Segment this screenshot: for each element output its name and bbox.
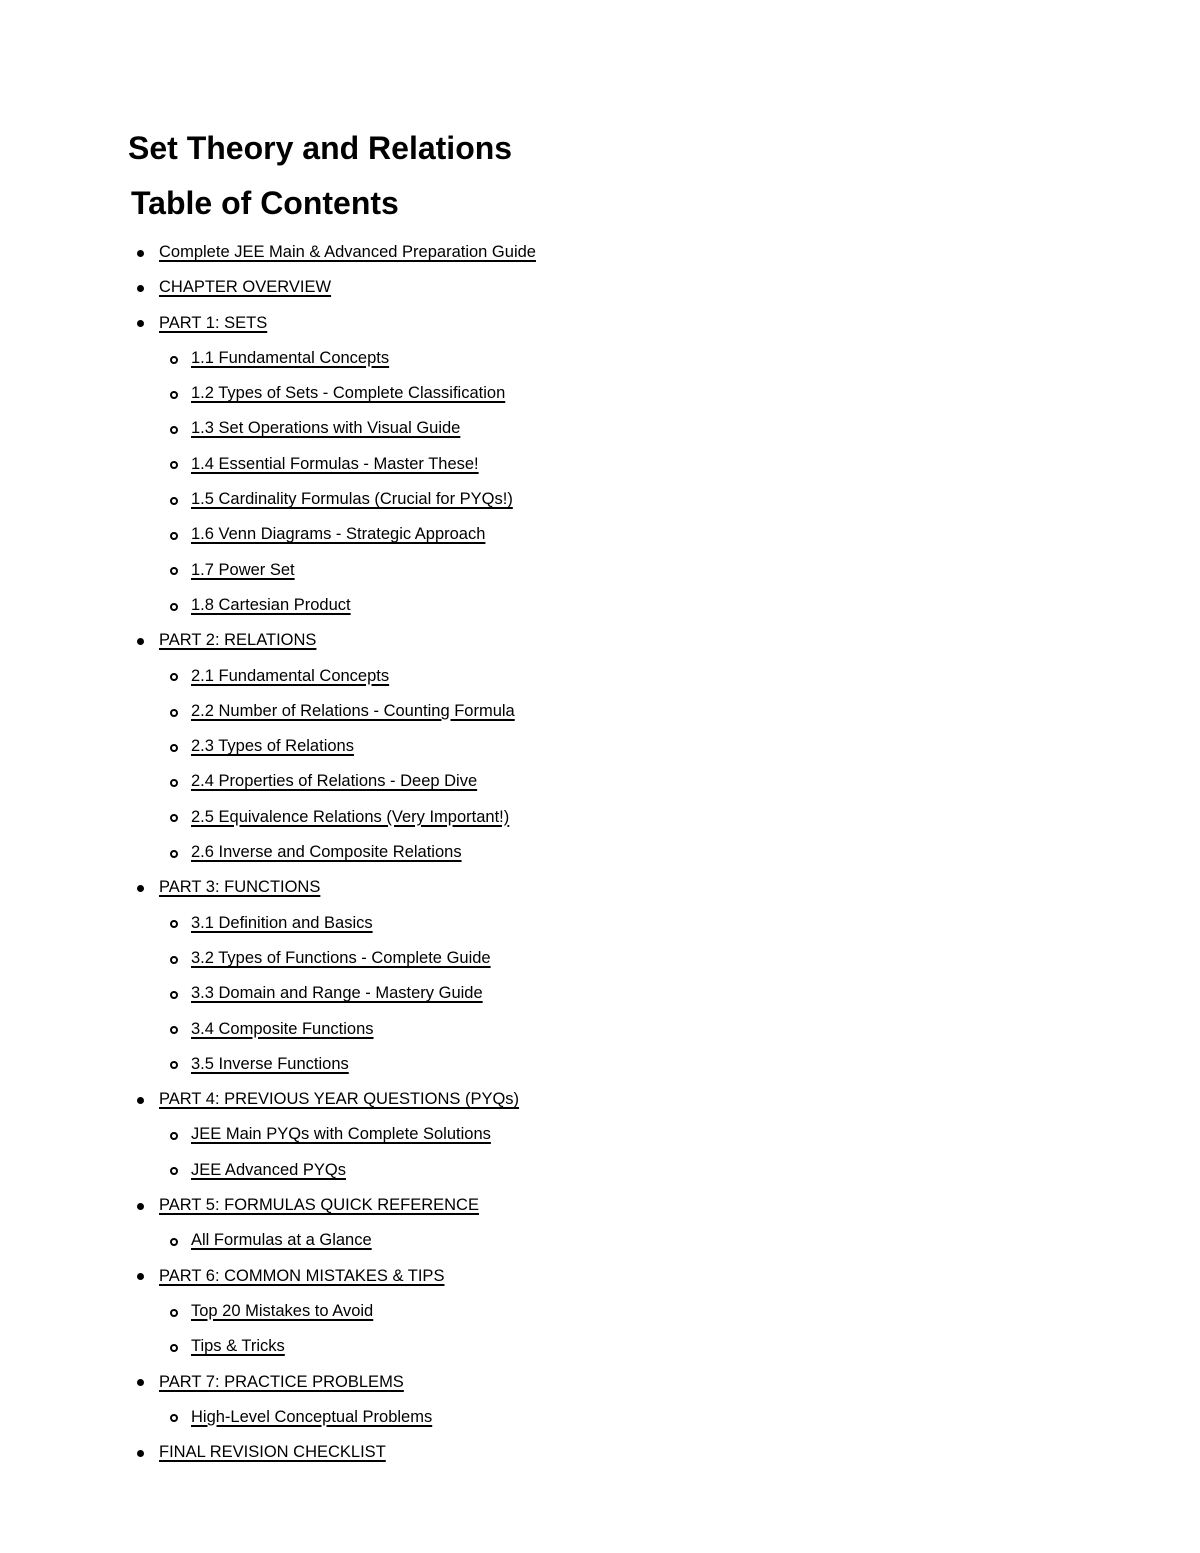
toc-subsection-item: [0, 1012, 1200, 1047]
table-of-contents: [0, 235, 1200, 1470]
toc-subsection-item: [0, 835, 1200, 870]
toc-link[interactable]: 1.4 Essential Formulas - Master These!: [191, 454, 479, 473]
toc-link[interactable]: PART 4: PREVIOUS YEAR QUESTIONS (PYQs): [159, 1090, 520, 1109]
toc-link[interactable]: 2.6 Inverse and Composite Relations: [191, 843, 462, 862]
toc-link[interactable]: Complete JEE Main & Advanced Preparation Guide: [159, 243, 536, 261]
toc-link[interactable]: PART 7: PRACTICE PROBLEMS: [159, 1372, 404, 1391]
hollow-bullet-icon: [170, 603, 178, 611]
toc-section-item: [0, 870, 1200, 905]
toc-subsection-item: [0, 764, 1200, 799]
hollow-bullet-icon: [170, 1238, 178, 1246]
toc-link[interactable]: 2.4 Properties of Relations - Deep Dive: [191, 772, 478, 791]
hollow-bullet-icon: [170, 1132, 178, 1140]
toc-subsection-item: [0, 517, 1200, 552]
toc-link[interactable]: All Formulas at a Glance: [191, 1231, 372, 1250]
toc-link[interactable]: 3.1 Definition and Basics: [191, 913, 373, 932]
toc-subsection-item: [0, 588, 1200, 623]
toc-link[interactable]: PART 2: RELATIONS: [159, 631, 317, 650]
toc-link[interactable]: 1.7 Power Set: [191, 560, 295, 579]
toc-subsection-item: [0, 482, 1200, 517]
hollow-bullet-icon: [170, 814, 178, 822]
filled-bullet-icon: [137, 320, 144, 327]
hollow-bullet-icon: [170, 1026, 178, 1034]
hollow-bullet-icon: [170, 356, 178, 364]
toc-link[interactable]: PART 6: COMMON MISTAKES & TIPS: [159, 1266, 445, 1285]
toc-subsection-item: [0, 341, 1200, 376]
toc-subsection-item: [0, 729, 1200, 764]
toc-link[interactable]: 1.8 Cartesian Product: [191, 595, 351, 614]
toc-subsection-item: [0, 976, 1200, 1011]
toc-link[interactable]: 1.5 Cardinality Formulas (Crucial for PYQs!): [191, 490, 513, 509]
toc-section-item: [0, 235, 1200, 270]
toc-link[interactable]: 3.5 Inverse Functions: [191, 1054, 349, 1073]
filled-bullet-icon: [137, 1097, 144, 1104]
toc-section-item: [0, 1365, 1200, 1400]
toc-link[interactable]: 2.1 Fundamental Concepts: [191, 666, 390, 685]
toc-section-item: [0, 1082, 1200, 1117]
toc-section-item: [0, 1188, 1200, 1223]
filled-bullet-icon: [137, 1450, 144, 1457]
hollow-bullet-icon: [170, 1414, 178, 1422]
filled-bullet-icon: [137, 250, 144, 257]
filled-bullet-icon: [137, 1379, 144, 1386]
toc-link[interactable]: PART 5: FORMULAS QUICK REFERENCE: [159, 1196, 479, 1215]
hollow-bullet-icon: [170, 920, 178, 928]
toc-subsection-item: [0, 1117, 1200, 1152]
toc-subsection-item: [0, 411, 1200, 446]
hollow-bullet-icon: [170, 1167, 178, 1175]
toc-subsection-item: [0, 941, 1200, 976]
hollow-bullet-icon: [170, 744, 178, 752]
toc-link[interactable]: PART 3: FUNCTIONS: [159, 878, 321, 897]
hollow-bullet-icon: [170, 497, 178, 505]
toc-subsection-item: [0, 1294, 1200, 1329]
toc-link[interactable]: Tips & Tricks: [191, 1337, 285, 1356]
toc-link[interactable]: High-Level Conceptual Problems: [191, 1407, 433, 1426]
toc-link[interactable]: 3.2 Types of Functions - Complete Guide: [191, 948, 491, 967]
toc-subsection-item: [0, 1400, 1200, 1435]
filled-bullet-icon: [137, 885, 144, 892]
toc-link[interactable]: JEE Main PYQs with Complete Solutions: [191, 1125, 491, 1144]
toc-link[interactable]: 1.1 Fundamental Concepts: [191, 348, 390, 367]
toc-section-item: [0, 270, 1200, 305]
filled-bullet-icon: [137, 285, 144, 292]
toc-section-item: [0, 1259, 1200, 1294]
hollow-bullet-icon: [170, 1061, 178, 1069]
toc-link[interactable]: 3.4 Composite Functions: [191, 1019, 374, 1038]
toc-link[interactable]: CHAPTER OVERVIEW: [159, 278, 332, 297]
toc-link[interactable]: FINAL REVISION CHECKLIST: [159, 1443, 386, 1462]
hollow-bullet-icon: [170, 850, 178, 858]
toc-section-item: [0, 306, 1200, 341]
hollow-bullet-icon: [170, 1309, 178, 1317]
toc-link[interactable]: JEE Advanced PYQs: [191, 1160, 347, 1179]
toc-link[interactable]: 2.2 Number of Relations - Counting Formula: [191, 701, 515, 720]
toc-link[interactable]: Top 20 Mistakes to Avoid: [191, 1301, 374, 1320]
hollow-bullet-icon: [170, 391, 178, 399]
toc-subsection-item: [0, 694, 1200, 729]
hollow-bullet-icon: [170, 532, 178, 540]
hollow-bullet-icon: [170, 426, 178, 434]
hollow-bullet-icon: [170, 673, 178, 681]
toc-subsection-item: [0, 376, 1200, 411]
toc-link[interactable]: 1.2 Types of Sets - Complete Classification: [191, 384, 506, 403]
filled-bullet-icon: [137, 1203, 144, 1210]
hollow-bullet-icon: [170, 461, 178, 469]
toc-subsection-item: [0, 1153, 1200, 1188]
toc-link[interactable]: 2.5 Equivalence Relations (Very Important!): [191, 807, 510, 826]
hollow-bullet-icon: [170, 567, 178, 575]
hollow-bullet-icon: [170, 1344, 178, 1352]
toc-link[interactable]: PART 1: SETS: [159, 313, 268, 332]
toc-section-item: [0, 1435, 1200, 1470]
hollow-bullet-icon: [170, 709, 178, 717]
toc-link[interactable]: 1.6 Venn Diagrams - Strategic Approach: [191, 525, 486, 544]
filled-bullet-icon: [137, 638, 144, 645]
hollow-bullet-icon: [170, 956, 178, 964]
hollow-bullet-icon: [170, 991, 178, 999]
toc-heading: Table of Contents: [131, 185, 399, 221]
toc-subsection-item: [0, 553, 1200, 588]
document-title: Set Theory and Relations: [128, 130, 513, 166]
toc-subsection-item: [0, 1223, 1200, 1258]
filled-bullet-icon: [137, 1273, 144, 1280]
toc-subsection-item: [0, 800, 1200, 835]
toc-link[interactable]: 3.3 Domain and Range - Mastery Guide: [191, 984, 483, 1003]
hollow-bullet-icon: [170, 779, 178, 787]
toc-subsection-item: [0, 906, 1200, 941]
toc-subsection-item: [0, 1329, 1200, 1364]
toc-subsection-item: [0, 1047, 1200, 1082]
toc-subsection-item: [0, 659, 1200, 694]
toc-subsection-item: [0, 447, 1200, 482]
toc-link[interactable]: 1.3 Set Operations with Visual Guide: [191, 419, 461, 438]
toc-link[interactable]: 2.3 Types of Relations: [191, 737, 354, 756]
toc-section-item: [0, 623, 1200, 658]
